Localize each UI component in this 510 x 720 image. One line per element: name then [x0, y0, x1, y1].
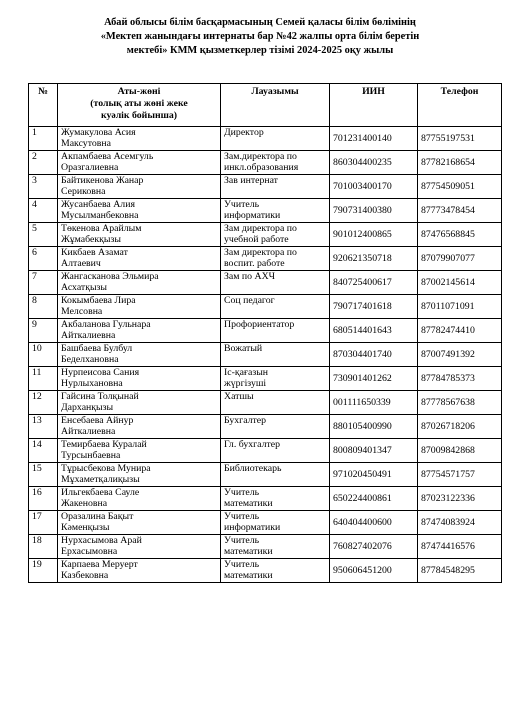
cell-position [221, 151, 330, 175]
cell-iin: 701231400140 [330, 127, 418, 151]
cell-phone: 87755197531 [418, 127, 502, 151]
cell-position-line-1: Зав интернат [224, 175, 278, 186]
cell-number: 2 [29, 151, 58, 175]
header-name [58, 84, 221, 127]
cell-name-patronymic: Оразгалиевна [61, 162, 119, 173]
cell-name-surname: Оразалина Бақыт [61, 511, 134, 522]
table-row [29, 127, 502, 151]
cell-number: 16 [29, 487, 58, 511]
cell-number: 1 [29, 127, 58, 151]
cell-name-patronymic: Мусылманбековна [61, 210, 139, 221]
cell-name-surname: Жумакулова Асия [61, 127, 136, 138]
cell-position-line-2: инкл.образования [224, 162, 299, 173]
cell-position-line-1: Библиотекарь [224, 463, 282, 474]
cell-position [221, 295, 330, 319]
cell-phone: 87009842868 [418, 439, 502, 463]
cell-name-patronymic: Жакеновна [61, 498, 108, 509]
cell-iin: 800809401347 [330, 439, 418, 463]
cell-name-patronymic: Дарханқызы [61, 402, 114, 413]
cell-name [58, 151, 221, 175]
cell-name [58, 463, 221, 487]
cell-position-line-2: информатики [224, 522, 281, 533]
cell-position-line-1: Директор [224, 127, 264, 138]
cell-phone: 87773478454 [418, 199, 502, 223]
cell-name-surname: Темирбаева Куралай [61, 439, 147, 450]
cell-name [58, 295, 221, 319]
cell-name-surname: Нурпеисова Сания [61, 367, 140, 378]
staff-table [28, 83, 502, 583]
header-name-line-2: (толық аты жөні жеке [90, 98, 188, 109]
cell-name [58, 175, 221, 199]
cell-position-line-1: Зам.директора по [224, 151, 297, 162]
cell-iin: 870304401740 [330, 343, 418, 367]
cell-position-line-1: Учитель [224, 487, 260, 498]
title-line-3: мектебі» КММ қызметкерлер тізімі 2024-2025 оқу жылы [126, 45, 394, 56]
cell-name-surname: Жусанбаева Алия [61, 199, 135, 210]
cell-iin: 840725400617 [330, 271, 418, 295]
table-row [29, 463, 502, 487]
cell-position-line-1: Учитель [224, 535, 260, 546]
cell-name [58, 487, 221, 511]
cell-iin: 680514401643 [330, 319, 418, 343]
cell-name-surname: Ильгекбаева Сауле [61, 487, 140, 498]
cell-name [58, 319, 221, 343]
cell-name-surname: Акпамбаева Асемгуль [61, 151, 154, 162]
cell-phone: 87474083924 [418, 511, 502, 535]
cell-number: 15 [29, 463, 58, 487]
cell-position [221, 319, 330, 343]
cell-name-patronymic: Максутовна [61, 138, 111, 149]
cell-position [221, 175, 330, 199]
cell-position-line-2: математики [224, 546, 273, 557]
cell-position-line-2: математики [224, 498, 273, 509]
cell-number: 11 [29, 367, 58, 391]
cell-position [221, 415, 330, 439]
cell-position-line-1: Учитель [224, 511, 260, 522]
table-row [29, 439, 502, 463]
table-row [29, 343, 502, 367]
cell-position-line-1: Бухгалтер [224, 415, 267, 426]
cell-number: 13 [29, 415, 58, 439]
cell-name-patronymic: Мелсовна [61, 306, 103, 317]
cell-name-patronymic: Сериковна [61, 186, 106, 197]
table-row [29, 151, 502, 175]
cell-position [221, 199, 330, 223]
cell-iin: 880105400990 [330, 415, 418, 439]
table-row [29, 415, 502, 439]
cell-phone: 87778567638 [418, 391, 502, 415]
cell-name-surname: Енсебаева Айнур [61, 415, 134, 426]
cell-phone: 87026718206 [418, 415, 502, 439]
cell-position [221, 439, 330, 463]
cell-name [58, 559, 221, 583]
cell-name-patronymic: Асхатқызы [61, 282, 107, 293]
cell-name [58, 391, 221, 415]
cell-position [221, 127, 330, 151]
cell-position [221, 271, 330, 295]
cell-name-surname: Кокымбаева Лира [61, 295, 136, 306]
table-row [29, 199, 502, 223]
cell-name-patronymic: Беделхановна [61, 354, 119, 365]
cell-number: 3 [29, 175, 58, 199]
header-position: Лауазымы [221, 84, 330, 127]
cell-position [221, 343, 330, 367]
cell-position [221, 463, 330, 487]
table-row [29, 295, 502, 319]
cell-position-line-1: Зам директора по [224, 223, 297, 234]
cell-position [221, 559, 330, 583]
cell-name [58, 127, 221, 151]
cell-phone: 87023122336 [418, 487, 502, 511]
header-phone: Телефон [418, 84, 502, 127]
cell-position-line-2: жүргізуші [224, 378, 267, 389]
cell-name-patronymic: Алтаевич [61, 258, 101, 269]
table-row [29, 391, 502, 415]
header-iin: ИИН [330, 84, 418, 127]
table-row [29, 223, 502, 247]
cell-position [221, 535, 330, 559]
cell-iin: 790731400380 [330, 199, 418, 223]
table-row [29, 367, 502, 391]
cell-name-patronymic: Жұмабекқызы [61, 234, 121, 245]
cell-phone: 87784548295 [418, 559, 502, 583]
table-row [29, 271, 502, 295]
cell-number: 6 [29, 247, 58, 271]
cell-name [58, 199, 221, 223]
cell-iin: 901012400865 [330, 223, 418, 247]
document-title [40, 16, 480, 58]
cell-position [221, 223, 330, 247]
cell-name-patronymic: Турсынбаевна [61, 450, 121, 461]
cell-name [58, 223, 221, 247]
cell-phone: 87782474410 [418, 319, 502, 343]
cell-iin: 950606451200 [330, 559, 418, 583]
cell-number: 9 [29, 319, 58, 343]
cell-number: 4 [29, 199, 58, 223]
cell-number: 10 [29, 343, 58, 367]
header-number: № [29, 84, 58, 127]
cell-name [58, 247, 221, 271]
header-name-line-1: Аты-жөні [117, 86, 161, 97]
cell-iin: 701003400170 [330, 175, 418, 199]
cell-name-surname: Тұрысбекова Мунира [61, 463, 151, 474]
cell-phone: 87782168654 [418, 151, 502, 175]
cell-number: 7 [29, 271, 58, 295]
title-line-1: Абай облысы білім басқармасының Семей қаласы білім бөлімінің [104, 17, 416, 28]
cell-name [58, 343, 221, 367]
table-row [29, 247, 502, 271]
cell-iin: 971020450491 [330, 463, 418, 487]
cell-name [58, 415, 221, 439]
cell-name-surname: Байтикенова Жанар [61, 175, 144, 186]
cell-name-surname: Төкенова Арайлым [61, 223, 142, 234]
cell-position-line-2: математики [224, 570, 273, 581]
cell-phone: 87754571757 [418, 463, 502, 487]
cell-name-surname: Нурхасымова Арай [61, 535, 142, 546]
table-body [29, 127, 502, 583]
cell-position [221, 391, 330, 415]
cell-name-surname: Акбаланова Гульнара [61, 319, 151, 330]
cell-number: 14 [29, 439, 58, 463]
cell-position-line-1: Вожатый [224, 343, 263, 354]
cell-name [58, 271, 221, 295]
cell-iin: 860304400235 [330, 151, 418, 175]
cell-iin: 760827402076 [330, 535, 418, 559]
cell-position-line-1: Гл. бухгалтер [224, 439, 280, 450]
cell-number: 18 [29, 535, 58, 559]
cell-position [221, 247, 330, 271]
cell-iin: 650224400861 [330, 487, 418, 511]
cell-name-surname: Карпаева Меруерт [61, 559, 138, 570]
cell-phone: 87754509051 [418, 175, 502, 199]
cell-name [58, 535, 221, 559]
cell-name-patronymic: Нурлыхановна [61, 378, 123, 389]
cell-iin: 730901401262 [330, 367, 418, 391]
cell-position-line-1: Іс-қағазын [224, 367, 269, 378]
cell-name-surname: Башбаева Булбул [61, 343, 133, 354]
cell-name-patronymic: Кәменқызы [61, 522, 110, 533]
cell-name-patronymic: Айткалиевна [61, 426, 116, 437]
cell-number: 17 [29, 511, 58, 535]
cell-name [58, 439, 221, 463]
cell-number: 12 [29, 391, 58, 415]
cell-position-line-2: воспит. работе [224, 258, 285, 269]
cell-position-line-1: Соц педагог [224, 295, 275, 306]
cell-position [221, 487, 330, 511]
cell-name-surname: Жангасканова Эльмира [61, 271, 159, 282]
cell-position-line-1: Зам директора по [224, 247, 297, 258]
table-row [29, 559, 502, 583]
cell-iin: 790717401618 [330, 295, 418, 319]
cell-phone: 87476568845 [418, 223, 502, 247]
cell-position-line-1: Хатшы [224, 391, 254, 402]
cell-position [221, 511, 330, 535]
header-name-line-3: куәлік бойынша) [100, 110, 178, 121]
cell-name [58, 511, 221, 535]
table-row [29, 487, 502, 511]
cell-iin: 920621350718 [330, 247, 418, 271]
cell-phone: 87007491392 [418, 343, 502, 367]
cell-number: 5 [29, 223, 58, 247]
cell-position-line-2: информатики [224, 210, 281, 221]
cell-position-line-1: Учитель [224, 199, 260, 210]
cell-phone: 87011071091 [418, 295, 502, 319]
table-row [29, 511, 502, 535]
cell-iin: 001111650339 [330, 391, 418, 415]
cell-name-surname: Кикбаев Азамат [61, 247, 128, 258]
cell-position-line-2: учебной работе [224, 234, 289, 245]
cell-name-patronymic: Мұхаметқалиқызы [61, 474, 140, 485]
cell-name [58, 367, 221, 391]
cell-position-line-1: Учитель [224, 559, 260, 570]
table-header-row [29, 84, 502, 127]
cell-position-line-1: Профориентатор [224, 319, 295, 330]
cell-position [221, 367, 330, 391]
cell-name-patronymic: Айткалиевна [61, 330, 116, 341]
title-line-2: «Мектеп жанындағы интернаты бар №42 жалпы орта білім беретін [100, 31, 420, 42]
cell-phone: 87002145614 [418, 271, 502, 295]
cell-position-line-1: Зам по АХЧ [224, 271, 276, 282]
cell-phone: 87784785373 [418, 367, 502, 391]
table-row [29, 175, 502, 199]
cell-name-patronymic: Ерхасымовна [61, 546, 118, 557]
cell-number: 19 [29, 559, 58, 583]
table-row [29, 535, 502, 559]
cell-name-surname: Гайсина Толқынай [61, 391, 139, 402]
cell-phone: 87079907077 [418, 247, 502, 271]
cell-phone: 87474416576 [418, 535, 502, 559]
table-row [29, 319, 502, 343]
cell-name-patronymic: Казбековна [61, 570, 109, 581]
cell-iin: 640404400600 [330, 511, 418, 535]
cell-number: 8 [29, 295, 58, 319]
